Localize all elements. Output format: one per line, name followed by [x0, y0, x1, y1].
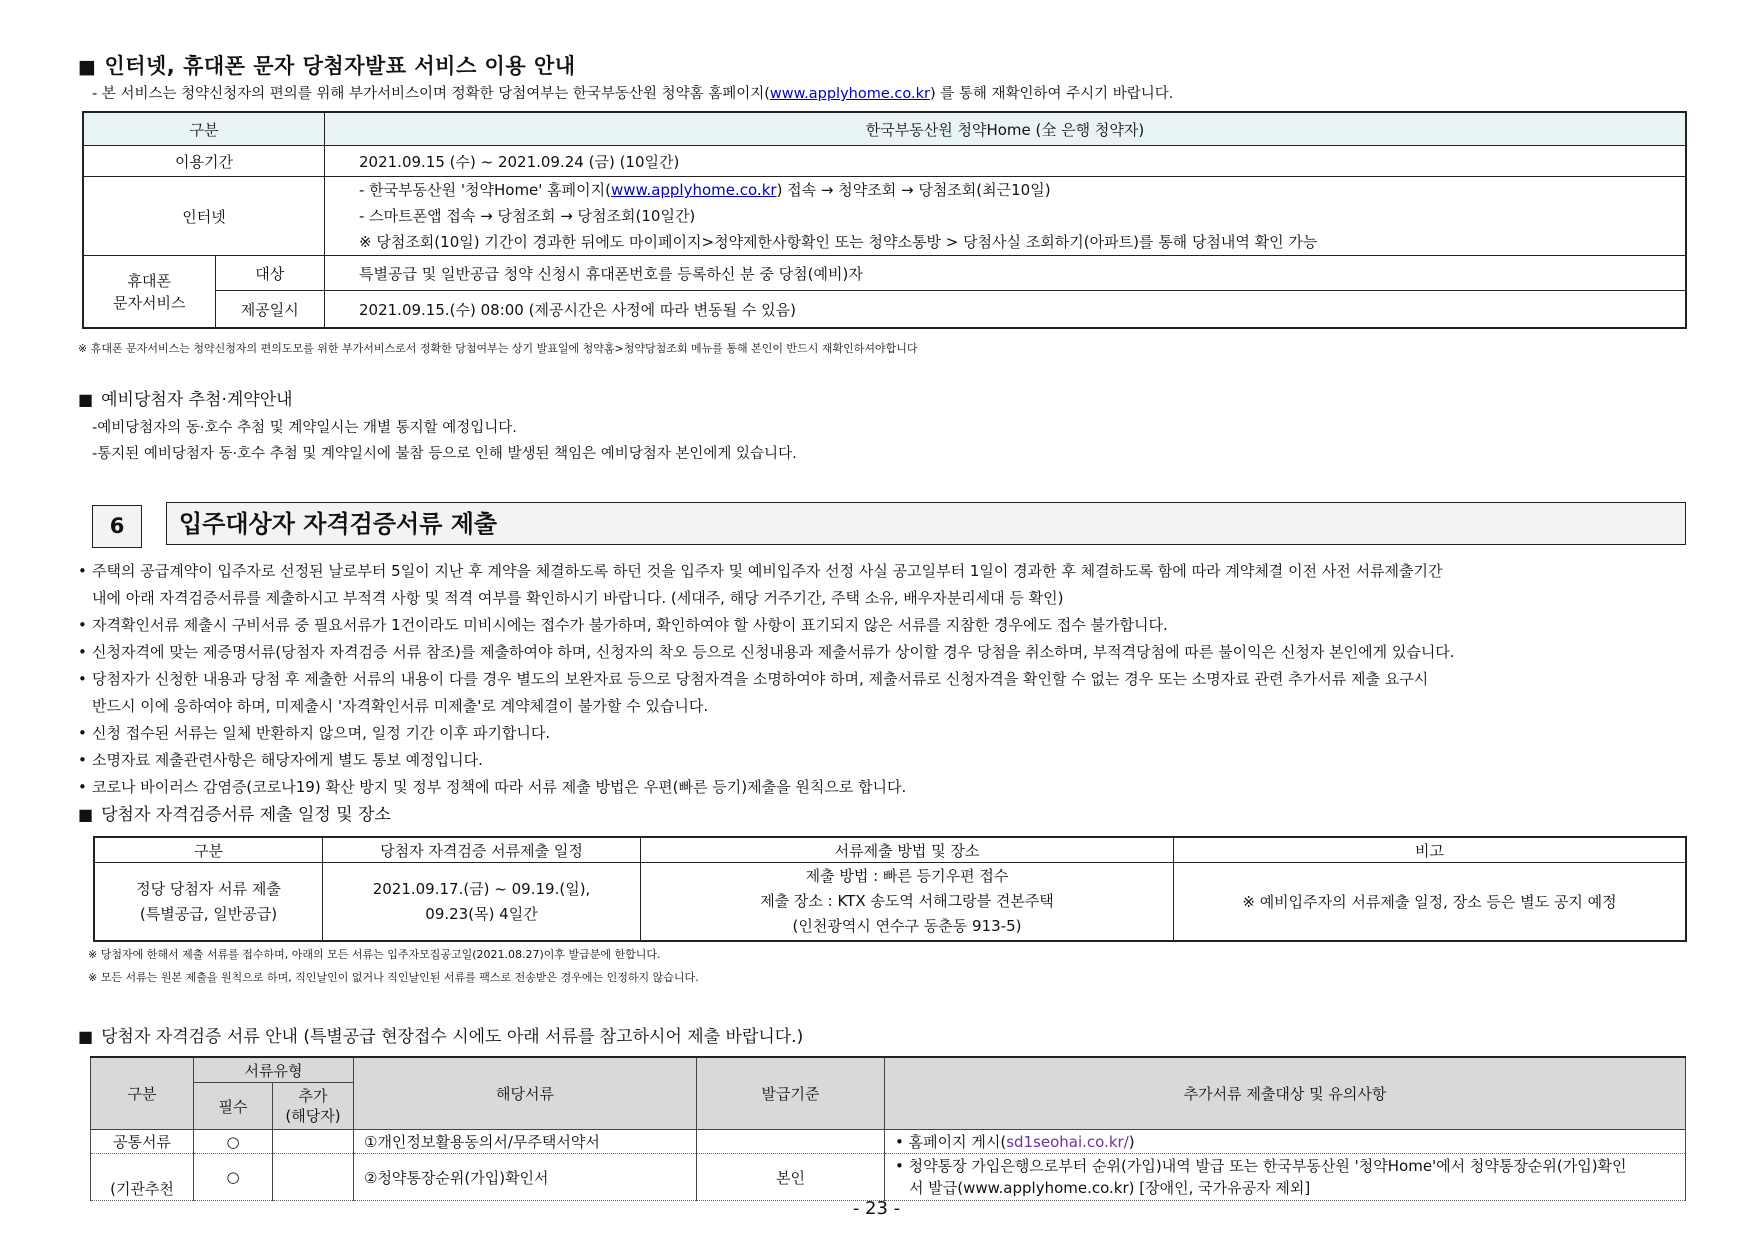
table-row [94, 863, 1686, 942]
sec3-heading [78, 800, 391, 825]
row-value-target: 특별공급 및 일반공급 청약 신청시 휴대폰번호를 등록하신 분 중 당첨(예비)자 [325, 256, 1687, 291]
sec4-title: 당첨자 자격검증 서류 안내 (특별공급 현장접수 시에도 아래 서류를 참고하시어 제출 바랍니다.) [101, 1027, 804, 1047]
header-additional [273, 1083, 354, 1130]
note-line-1: • 청약통장 가입은행으로부터 순위(가입)내역 발급 또는 한국부동산원 '청약Home'에서 청약통장순위(가입)확인 [895, 1157, 1627, 1175]
list-item [78, 666, 1688, 720]
list-item: • 소명자료 제출관련사항은 해당자에게 별도 통보 예정입니다. [78, 747, 1688, 774]
table-row [91, 1154, 1686, 1201]
table-row [83, 146, 1686, 177]
cell-gubun [94, 863, 323, 942]
sec3-note-2: ※ 모든 서류는 원본 제출을 원칙으로 하며, 직인날인이 없거나 직인날인된 서류를 팩스로 전송받은 경우에는 인정하지 않습니다. [88, 971, 699, 984]
cell-method-line-2: 제출 장소 : KTX 송도역 서해그랑블 견본주택 [760, 892, 1054, 910]
sec2-heading [78, 385, 293, 410]
sec2-title: 예비당첨자 추첨·계약안내 [101, 390, 293, 410]
cell-doc: ①개인정보활용동의서/무주택서약서 [354, 1130, 697, 1154]
row-sub-time: 제공일시 [215, 291, 324, 329]
cell-notes [885, 1154, 1686, 1201]
table-row [83, 291, 1686, 329]
sec2-line-2: -통지된 예비당첨자 동·호수 추첨 및 계약일시에 불참 등으로 인해 발생된 책임은 예비당첨자 본인에게 있습니다. [92, 446, 797, 462]
cell-gubun-line-2: (특별공급, 일반공급) [139, 904, 278, 923]
internet-line-2: - 스마트폰앱 접속 → 당첨조회 → 당첨조회(10일간) [359, 207, 696, 225]
table-row [83, 256, 1686, 291]
sec1-description [92, 82, 1173, 103]
header-required: 필수 [194, 1083, 273, 1130]
table-header-row [94, 837, 1686, 863]
table-row [83, 177, 1686, 256]
sms-label-2: 문자서비스 [113, 293, 186, 312]
header-issue: 발급기준 [697, 1057, 885, 1130]
list-item [78, 558, 1688, 612]
cell-schedule-line-1: 2021.09.17.(금) ~ 09.19.(일), [372, 879, 591, 898]
documents-table [90, 1056, 1686, 1201]
table-header-row [83, 112, 1686, 146]
sec3-note-1: ※ 당첨자에 한해서 제출 서류를 접수하며, 아래의 모든 서류는 입주자모집공고일(2021.08.27)이후 발급분에 한합니다. [88, 948, 661, 961]
submission-schedule-table [93, 836, 1687, 942]
bullet-4-text: • 당첨자가 신청한 내용과 당첨 후 제출한 서류의 내용이 다를 경우 별도의 보완자료 등으로 당첨자격을 소명하여야 하며, 제출서류로 신청자격을 확인할 수 없는 경우 또는 소명자료 관련 추가서류 제출 요구시 [92, 670, 1429, 688]
homepage-link[interactable]: sd1seohai.co.kr/ [1006, 1133, 1129, 1151]
sec1-desc-pre: - 본 서비스는 청약신청자의 편의를 위해 부가서비스이며 정확한 당첨여부는 한국부동산원 청약홈 홈페이지( [92, 86, 770, 102]
row-label-period: 이용기간 [83, 146, 325, 177]
square-bullet-icon: ■ [78, 805, 94, 824]
square-bullet-icon: ■ [78, 1027, 94, 1046]
bullet-1-cont: 내에 아래 자격검증서류를 제출하시고 부적격 사항 및 적격 여부를 확인하시기 바랍니다. (세대주, 해당 거주기간, 주택 소유, 배우자분리세대 등 확인) [92, 589, 1064, 607]
row-label-internet: 인터넷 [83, 177, 325, 256]
sec4-heading [78, 1022, 803, 1047]
cell-additional [273, 1154, 354, 1201]
header-remarks: 비고 [1174, 837, 1687, 863]
page-number: - 23 - [852, 1198, 901, 1219]
cell-method [641, 863, 1174, 942]
cell-required: ○ [194, 1130, 273, 1154]
sec1-heading [78, 50, 576, 80]
cell-schedule [323, 863, 641, 942]
cell-issue [697, 1130, 885, 1154]
header-doc-type: 서류유형 [194, 1057, 354, 1083]
header-doc: 해당서류 [354, 1057, 697, 1130]
section-number: 6 [92, 505, 142, 548]
announcement-service-table [82, 111, 1687, 329]
internet-line-1-post: ) 접속 → 청약조회 → 당첨조회(최근10일) [776, 181, 1051, 199]
note-post: ) [1128, 1133, 1135, 1151]
sec1-note: ※ 휴대폰 문자서비스는 청약신청자의 편의도모를 위한 부가서비스로서 정확한 당첨여부는 상기 발표일에 청약홈>청약당첨조회 메뉴를 통해 본인이 반드시 재확인하셔야합니다 [78, 342, 918, 355]
square-bullet-icon: ■ [78, 390, 94, 409]
header-gubun: 구분 [91, 1057, 194, 1130]
sec3-title: 당첨자 자격검증서류 제출 일정 및 장소 [101, 805, 391, 825]
row-value-internet [325, 177, 1687, 256]
header-additional-1: 추가 [298, 1087, 328, 1105]
sec2-body [92, 415, 797, 467]
header-applyhome: 한국부동산원 청약Home (全 은행 청약자) [325, 112, 1687, 146]
internet-line-1-pre: - 한국부동산원 '청약Home' 홈페이지( [359, 181, 611, 199]
internet-line-3: ※ 당첨조회(10일) 기간이 경과한 뒤에도 마이페이지>청약제한사항확인 또는 청약소통방 > 당첨사실 조회하기(아파트)를 통해 당첨내역 확인 가능 [359, 233, 1318, 251]
cell-method-line-3: (인천광역시 연수구 동춘동 913-5) [792, 917, 1022, 935]
list-item: • 자격확인서류 제출시 구비서류 중 필요서류가 1건이라도 미비시에는 접수가 불가하며, 확인하여야 할 사항이 표기되지 않은 서류를 지참한 경우에도 접수 불가합니다. [78, 612, 1688, 639]
header-schedule: 당첨자 자격검증 서류제출 일정 [323, 837, 641, 863]
internet-line-1 [359, 177, 1675, 203]
applyhome-link-2[interactable]: www.applyhome.co.kr [611, 181, 777, 199]
header-gubun: 구분 [94, 837, 323, 863]
header-gubun: 구분 [83, 112, 325, 146]
header-additional-2: (해당자) [285, 1107, 341, 1125]
section6-bullets [78, 558, 1688, 801]
note-pre: • 홈페이지 게시( [895, 1133, 1007, 1151]
header-method: 서류제출 방법 및 장소 [641, 837, 1174, 863]
header-notes: 추가서류 제출대상 및 유의사항 [885, 1057, 1686, 1130]
cell-additional [273, 1130, 354, 1154]
row-label-sms [83, 256, 215, 329]
row-value-time: 2021.09.15.(수) 08:00 (제공시간은 사정에 따라 변동될 수 있음) [325, 291, 1687, 329]
cell-schedule-line-2: 09.23(목) 4일간 [425, 904, 538, 923]
cell-gubun-line-1: 정당 당첨자 서류 제출 [136, 879, 281, 898]
square-bullet-icon: ■ [78, 56, 97, 78]
sec2-line-1: -예비당첨자의 동·호수 추첨 및 계약일시는 개별 통지할 예정입니다. [92, 420, 517, 436]
cell-notes [885, 1130, 1686, 1154]
cell-gubun: (기관추천 [91, 1154, 194, 1201]
table-row [91, 1130, 1686, 1154]
cell-doc: ②청약통장순위(가입)확인서 [354, 1154, 697, 1201]
cell-remarks: ※ 예비입주자의 서류제출 일정, 장소 등은 별도 공지 예정 [1174, 863, 1687, 942]
row-value-period: 2021.09.15 (수) ~ 2021.09.24 (금) (10일간) [325, 146, 1687, 177]
bullet-1-text: • 주택의 공급계약이 입주자로 선정된 날로부터 5일이 지난 후 계약을 체결하도록 하던 것을 입주자 및 예비입주자 선정 사실 공고일부터 1일이 경과한 후 체결하도록 함에 따라 계약체결 이전 사전 서류제출기간 [92, 562, 1443, 580]
bullet-4-cont: 반드시 이에 응하여야 하며, 미제출시 '자격확인서류 미제출'로 계약체결이 불가할 수 있습니다. [92, 697, 709, 715]
note-line-2: 서 발급(www.applyhome.co.kr) [장애인, 국가유공자 제외] [909, 1179, 1311, 1197]
sec1-desc-post: ) 를 통해 재확인하여 주시기 바랍니다. [929, 86, 1174, 102]
section-title: 입주대상자 자격검증서류 제출 [166, 502, 1686, 545]
list-item: • 신청 접수된 서류는 일체 반환하지 않으며, 일정 기간 이후 파기합니다. [78, 720, 1688, 747]
sec1-title: 인터넷, 휴대폰 문자 당첨자발표 서비스 이용 안내 [104, 54, 576, 78]
list-item: • 코로나 바이러스 감염증(코로나19) 확산 방지 및 정부 정책에 따라 서류 제출 방법은 우편(빠른 등기)제출을 원칙으로 합니다. [78, 774, 1688, 801]
table-header-row [91, 1057, 1686, 1083]
cell-issue: 본인 [697, 1154, 885, 1201]
row-sub-target: 대상 [215, 256, 324, 291]
cell-method-line-1: 제출 방법 : 빠른 등기우편 접수 [805, 867, 1009, 885]
applyhome-link[interactable]: www.applyhome.co.kr [769, 86, 930, 102]
cell-required: ○ [194, 1154, 273, 1201]
cell-gubun: 공통서류 [91, 1130, 194, 1154]
sms-label-1: 휴대폰 [127, 271, 171, 290]
list-item: • 신청자격에 맞는 제증명서류(당첨자 자격검증 서류 참조)를 제출하여야 하며, 신청자의 착오 등으로 신청내용과 제출서류가 상이할 경우 당첨을 취소하며, 부적격당첨에 따른 불이익은 신청자 본인에게 있습니다. [78, 639, 1688, 666]
